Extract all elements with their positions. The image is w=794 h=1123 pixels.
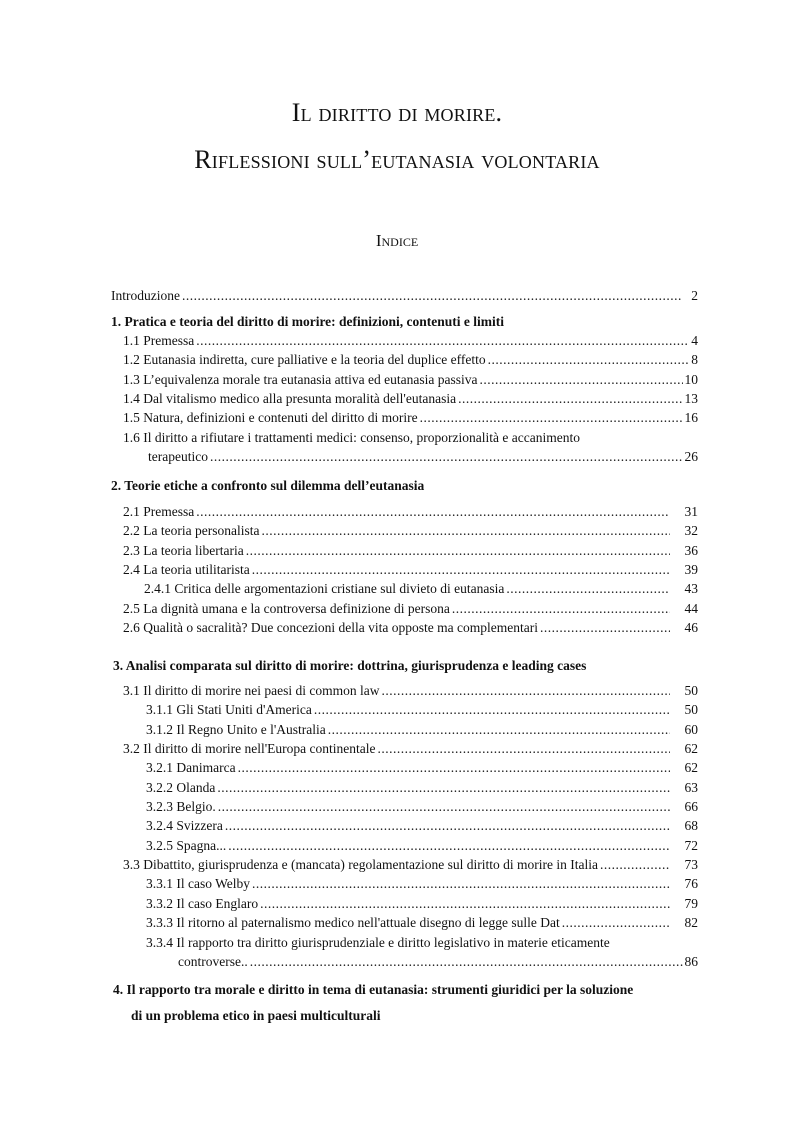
toc-entry-page: 39: [684, 562, 698, 577]
toc-entry-label: 3.2.4 Svizzera: [146, 818, 223, 833]
toc-entry-page: 50: [684, 702, 698, 717]
toc-leader-dots: [506, 581, 670, 597]
toc-entry-label: 3.2.5 Spagna...: [146, 838, 227, 853]
toc-entry-label: 3.2 Il diritto di morire nell'Europa continentale: [123, 741, 376, 756]
toc-entry-3-3-4: [178, 954, 698, 970]
toc-entry-3-1: [123, 683, 698, 699]
toc-leader-dots: [210, 449, 683, 465]
toc-entry-label: 2.5 La dignità umana e la controversa definizione di persona: [123, 601, 450, 616]
toc-entry-page: 26: [684, 449, 698, 464]
toc-entry-2-6: [123, 620, 698, 636]
toc-entry-label: 2.4 La teoria utilitarista: [123, 562, 250, 577]
toc-leader-dots: [217, 780, 670, 796]
toc-entry-3-2-1: [146, 760, 698, 776]
toc-leader-dots: [562, 915, 670, 931]
toc-leader-dots: [246, 543, 670, 559]
toc-entry-page: 60: [684, 722, 698, 737]
toc-entry-label: 1.2 Eutanasia indiretta, cure palliative e la teoria del duplice effetto: [123, 352, 486, 367]
toc-entry-3-2-2: [146, 780, 698, 796]
toc-entry-3-2-5: [146, 838, 698, 854]
toc-leader-dots: [225, 818, 670, 834]
toc-entry-3-2-4: [146, 818, 698, 834]
toc-entry-page: 73: [684, 857, 698, 872]
toc-entry-label: 3.3.3 Il ritorno al paternalismo medico nell'attuale disegno di legge sulle Dat: [146, 915, 560, 930]
toc-leader-dots: [328, 722, 670, 738]
toc-entry-label: 1.3 L’equivalenza morale tra eutanasia attiva ed eutanasia passiva: [123, 372, 478, 387]
toc-entry-3-3: [123, 857, 698, 873]
toc-entry-label: 2.4.1 Critica delle argomentazioni cristiane sul divieto di eutanasia: [144, 581, 505, 596]
document-title-line2: Riflessioni sull’eutanasia volontaria: [194, 145, 600, 174]
toc-entry-label: terapeutico: [148, 449, 208, 464]
toc-entry-2-4: [123, 562, 698, 578]
toc-leader-dots: [252, 876, 670, 892]
toc-leader-dots: [540, 620, 670, 636]
toc-leader-dots: [261, 523, 670, 539]
toc-leader-dots: [252, 562, 670, 578]
toc-entry-1-6: [148, 449, 698, 465]
toc-leader-dots: [452, 601, 670, 617]
toc-entry-label: 2.6 Qualità o sacralità? Due concezioni della vita opposte ma complementari: [123, 620, 538, 635]
document-title-line1: Il diritto di morire.: [291, 98, 503, 127]
toc-entry-2-4-1: [144, 581, 698, 597]
toc-entry-label: Introduzione: [111, 288, 180, 303]
toc-entry-1-5: [123, 410, 698, 426]
toc-entry-label: 1.4 Dal vitalismo medico alla presunta moralità dell'eutanasia: [123, 391, 457, 406]
toc-leader-dots: [381, 683, 670, 699]
toc-leader-dots: [182, 288, 681, 304]
toc-entry-page: 32: [684, 523, 698, 538]
toc-entry-3-2-3: [146, 799, 698, 815]
toc-leader-dots: [314, 702, 670, 718]
toc-leader-dots: [218, 799, 670, 815]
toc-entry-page: 68: [684, 818, 698, 833]
toc-leader-dots: [458, 391, 682, 407]
toc-entry-page: 50: [684, 683, 698, 698]
toc-entry-1-2: [123, 352, 698, 368]
toc-entry-3-2: [123, 741, 698, 757]
toc-entry-page: 13: [684, 391, 698, 406]
toc-entry-1-1: [123, 333, 698, 349]
toc-entry-page: 46: [684, 620, 698, 635]
toc-entry-2-5: [123, 601, 698, 617]
toc-entry-page: 8: [691, 352, 698, 367]
toc-entry-label: 2.1 Premessa: [123, 504, 195, 519]
toc-entry-page: 2: [691, 288, 698, 303]
toc-leader-dots: [378, 741, 671, 757]
toc-entry-3-3-3: [146, 915, 698, 931]
toc-entry-3-3-4-line1: 3.3.4 Il rapporto tra diritto giurisprudenziale e diritto legislativo in materie eticamente: [146, 935, 610, 950]
toc-entry-label: 3.3 Dibattito, giurisprudenza e (mancata) regolamentazione sul diritto di morire in Italia: [123, 857, 598, 872]
toc-entry-label: 1.5 Natura, definizioni e contenuti del diritto di morire: [123, 410, 418, 425]
chapter-2-title: 2. Teorie etiche a confronto sul dilemma dell’eutanasia: [111, 478, 425, 493]
toc-entry-2-2: [123, 523, 698, 539]
toc-entry-introduzione: [111, 288, 698, 304]
index-heading: Indice: [375, 231, 419, 250]
chapter-3-title: 3. Analisi comparata sul diritto di morire: dottrina, giurisprudenza e leading cases: [113, 658, 587, 673]
toc-leader-dots: [479, 372, 682, 388]
toc-entry-label: 1.1 Premessa: [123, 333, 195, 348]
toc-entry-page: 63: [684, 780, 698, 795]
toc-entry-page: 82: [684, 915, 698, 930]
toc-entry-page: 66: [684, 799, 698, 814]
toc-leader-dots: [260, 896, 670, 912]
toc-entry-page: 16: [684, 410, 698, 425]
toc-leader-dots: [196, 504, 668, 520]
toc-entry-page: 4: [691, 333, 698, 348]
toc-leader-dots: [600, 857, 670, 873]
toc-entry-label: 3.3.2 Il caso Englaro: [146, 896, 259, 911]
toc-entry-label: controverse..: [178, 954, 248, 969]
toc-entry-label: 2.2 La teoria personalista: [123, 523, 260, 538]
toc-entry-1-4: [123, 391, 698, 407]
toc-entry-label: 3.2.2 Olanda: [146, 780, 216, 795]
toc-entry-3-3-2: [146, 896, 698, 912]
toc-entry-page: 76: [684, 876, 698, 891]
toc-entry-1-6-line1: 1.6 Il diritto a rifiutare i trattamenti medici: consenso, proporzionalità e accanimento: [123, 430, 580, 445]
toc-leader-dots: [488, 352, 690, 368]
toc-entry-page: 62: [684, 741, 698, 756]
toc-leader-dots: [250, 954, 683, 970]
toc-leader-dots: [196, 333, 689, 349]
toc-entry-3-1-1: [146, 702, 698, 718]
toc-entry-page: 44: [684, 601, 698, 616]
toc-entry-page: 79: [684, 896, 698, 911]
toc-entry-label: 3.3.1 Il caso Welby: [146, 876, 251, 891]
toc-entry-3-3-1: [146, 876, 698, 892]
toc-entry-page: 36: [684, 543, 698, 558]
toc-entry-page: 62: [684, 760, 698, 775]
chapter-4-title-line2: di un problema etico in paesi multiculturali: [131, 1008, 381, 1023]
toc-leader-dots: [228, 838, 670, 854]
toc-entry-page: 86: [684, 954, 698, 969]
toc-leader-dots: [420, 410, 683, 426]
toc-entry-label: 3.2.3 Belgio.: [146, 799, 216, 814]
toc-entry-label: 2.3 La teoria libertaria: [123, 543, 244, 558]
toc-entry-label: 3.1.2 Il Regno Unito e l'Australia: [146, 722, 326, 737]
toc-entry-page: 43: [684, 581, 698, 596]
chapter-1-title: 1. Pratica e teoria del diritto di morire: definizioni, contenuti e limiti: [111, 314, 505, 329]
toc-entry-label: 3.1 Il diritto di morire nei paesi di common law: [123, 683, 380, 698]
toc-entry-label: 3.1.1 Gli Stati Uniti d'America: [146, 702, 312, 717]
toc-entry-label: 3.2.1 Danimarca: [146, 760, 236, 775]
toc-entry-2-3: [123, 543, 698, 559]
toc-entry-page: 10: [684, 372, 698, 387]
toc-entry-2-1: [123, 504, 698, 520]
chapter-4-title-line1: 4. Il rapporto tra morale e diritto in tema di eutanasia: strumenti giuridici per la soluzione: [113, 982, 634, 997]
toc-entry-page: 31: [684, 504, 698, 519]
toc-entry-3-1-2: [146, 722, 698, 738]
toc-entry-1-3: [123, 372, 698, 388]
toc-leader-dots: [238, 760, 670, 776]
toc-entry-page: 72: [684, 838, 698, 853]
